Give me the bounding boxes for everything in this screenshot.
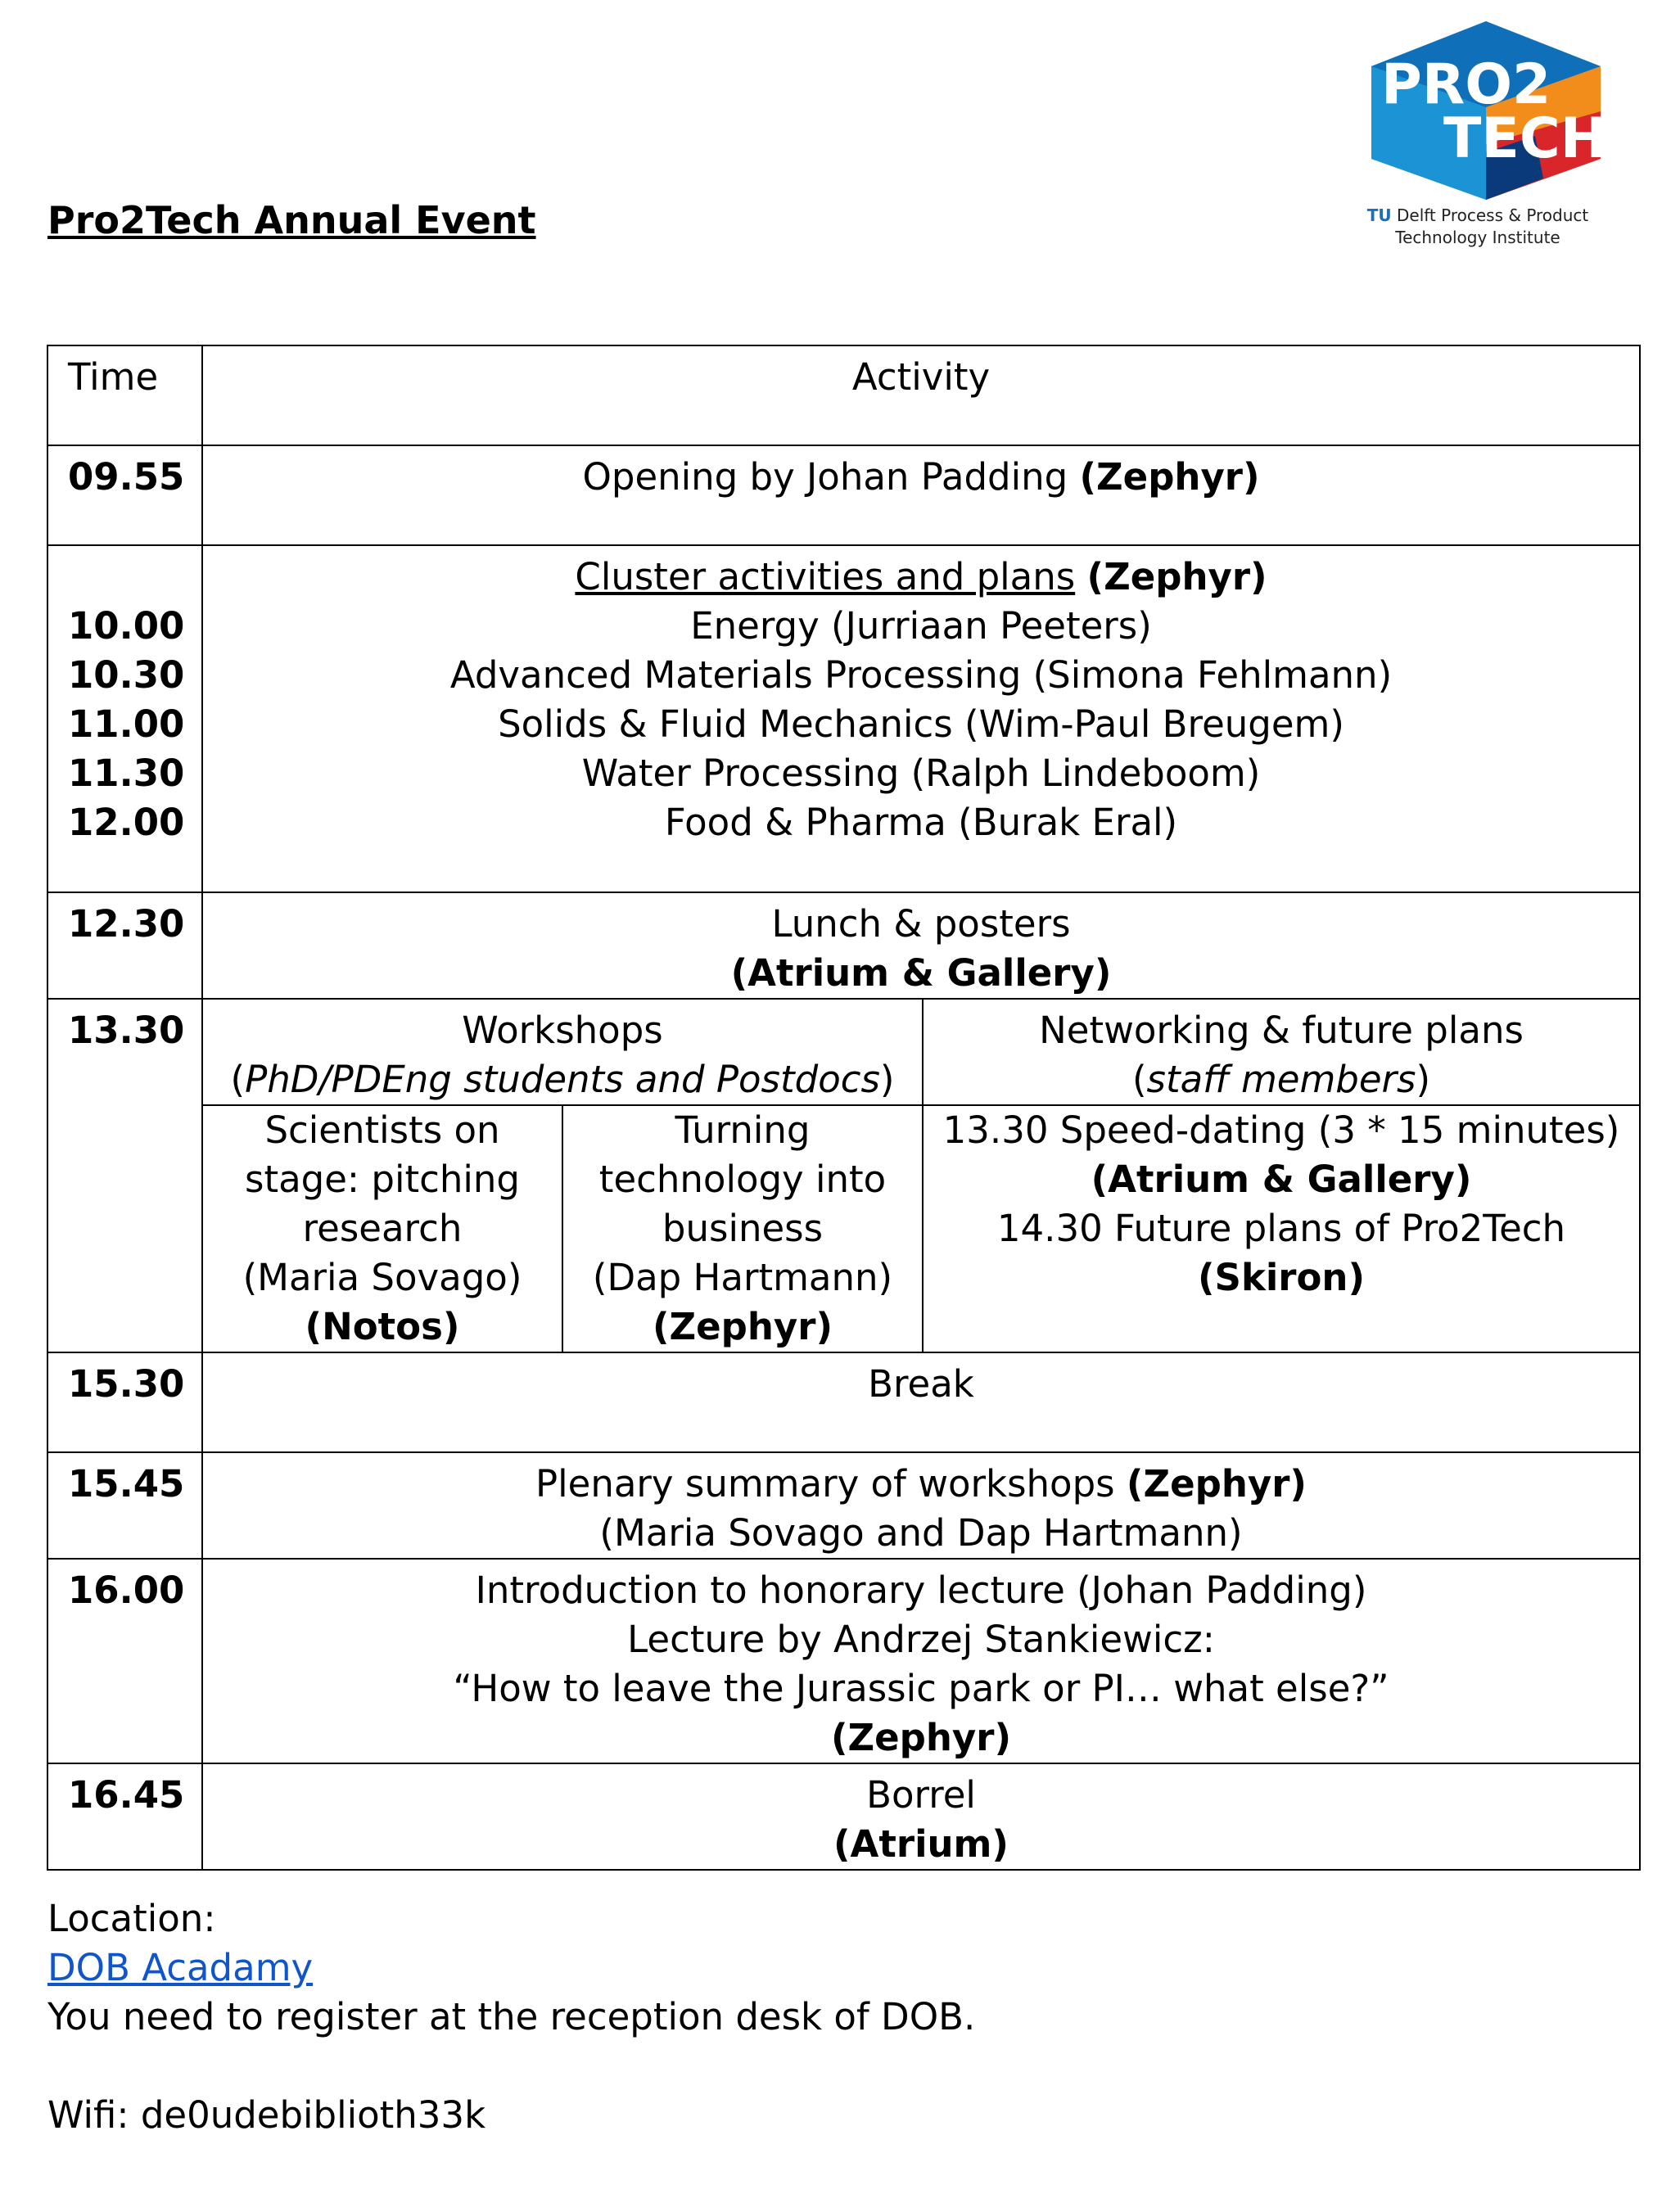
room-label: (Atrium) (833, 1822, 1009, 1866)
cluster-item: Water Processing (Ralph Lindeboom) (581, 752, 1261, 795)
table-row (47, 1105, 1640, 1352)
workshop-a-line: research (302, 1207, 463, 1250)
table-row (47, 1763, 1640, 1870)
workshops-header-cell (202, 999, 923, 1105)
networking-header-cell (923, 999, 1640, 1105)
activity-cell (202, 545, 1640, 892)
location-link[interactable]: DOB Acadamy (47, 1946, 314, 1989)
page-title: Pro2Tech Annual Event (47, 198, 536, 242)
table-row (47, 1559, 1640, 1763)
activity-cell: Break (202, 1352, 1640, 1452)
cluster-item: Advanced Materials Processing (Simona Fehlmann) (449, 653, 1393, 697)
footer-info (47, 1894, 975, 2140)
workshop-b-line: technology into (598, 1158, 887, 1201)
time-value: 11.00 (68, 702, 185, 746)
activity-text: Opening by Johan Padding (582, 455, 1068, 499)
logo-text-tech: TECH (1443, 106, 1607, 171)
networking-title: Networking & future plans (1039, 1009, 1524, 1052)
time-value: 10.00 (68, 604, 185, 648)
activity-text: Lunch & posters (771, 902, 1071, 946)
workshop-a-cell (202, 1105, 562, 1352)
paren-open: ( (230, 1058, 246, 1101)
room-label: (Zephyr) (1079, 455, 1260, 499)
time-cell: 12.30 (47, 892, 202, 999)
table-header-row (47, 345, 1640, 445)
networking-cell (923, 1105, 1640, 1352)
activity-cell (202, 1763, 1640, 1870)
header-time: Time (47, 345, 202, 445)
workshop-a-line: Scientists on (264, 1108, 500, 1152)
room-label: (Atrium & Gallery) (1091, 1158, 1472, 1201)
register-note: You need to register at the reception desk of DOB. (47, 1995, 976, 2038)
table-row (47, 545, 1640, 892)
room-label: (Zephyr) (1086, 555, 1267, 598)
workshop-b-speaker: (Dap Hartmann) (592, 1256, 893, 1299)
table-row (47, 1452, 1640, 1559)
activity-text: (Maria Sovago and Dap Hartmann) (599, 1511, 1243, 1555)
time-cell: 13.30 (47, 999, 202, 1352)
pro2tech-logo (1363, 21, 1609, 201)
workshop-a-speaker: (Maria Sovago) (242, 1256, 522, 1299)
time-cell: 09.55 (47, 445, 202, 545)
networking-line: 14.30 Future plans of Pro2Tech (996, 1207, 1566, 1250)
time-value: 10.30 (68, 653, 185, 697)
cluster-item: Solids & Fluid Mechanics (Wim-Paul Breugem) (498, 702, 1344, 746)
activity-text: Borrel (866, 1773, 976, 1817)
room-label: (Atrium & Gallery) (730, 951, 1112, 995)
wifi-info: Wifi: de0udebiblioth33k (47, 2093, 486, 2137)
time-cell: 15.30 (47, 1352, 202, 1452)
room-label: (Zephyr) (830, 1716, 1012, 1759)
cluster-item: Food & Pharma (Burak Eral) (664, 801, 1178, 844)
workshops-audience: PhD/PDEng students and Postdocs (245, 1058, 880, 1101)
logo-text-pro2: PRO2 (1381, 52, 1551, 117)
room-label: (Zephyr) (1126, 1462, 1307, 1506)
room-label: (Notos) (305, 1305, 460, 1348)
logo-subtitle-line1: Delft Process & Product (1396, 205, 1589, 225)
location-label: Location: (47, 1897, 216, 1940)
activity-cell (202, 445, 1640, 545)
workshop-b-line: Turning (675, 1108, 811, 1152)
logo-subtitle (1343, 205, 1613, 249)
activity-text: Plenary summary of workshops (535, 1462, 1115, 1506)
activity-cell (202, 892, 1640, 999)
logo-subtitle-line2: Technology Institute (1395, 228, 1560, 247)
room-label: (Skiron) (1197, 1256, 1366, 1299)
header-activity: Activity (202, 345, 1640, 445)
activity-cell (202, 1559, 1640, 1763)
room-label: (Zephyr) (652, 1305, 833, 1348)
schedule-table (47, 345, 1641, 1871)
activity-text: Introduction to honorary lecture (Johan Padding) (475, 1569, 1367, 1612)
workshop-a-line: stage: pitching (245, 1158, 520, 1201)
table-row (47, 892, 1640, 999)
time-cell: 15.45 (47, 1452, 202, 1559)
cluster-heading: Cluster activities and plans (575, 555, 1076, 598)
table-row (47, 1352, 1640, 1452)
paren-close: ) (879, 1058, 895, 1101)
networking-line: 13.30 Speed-dating (3 * 15 minutes) (942, 1108, 1620, 1152)
tu-mark: TU (1366, 205, 1392, 225)
table-row (47, 445, 1640, 545)
table-row (47, 999, 1640, 1105)
time-value: 11.30 (68, 752, 185, 795)
time-cell (47, 545, 202, 892)
time-cell: 16.45 (47, 1763, 202, 1870)
pro2tech-logo-graphic (1363, 21, 1609, 201)
workshops-title: Workshops (462, 1009, 663, 1052)
paren-open: ( (1131, 1058, 1147, 1101)
time-value: 12.00 (68, 801, 185, 844)
cluster-item: Energy (Jurriaan Peeters) (690, 604, 1152, 648)
lecture-title: “How to leave the Jurassic park or PI… what else?” (453, 1667, 1389, 1710)
time-cell: 16.00 (47, 1559, 202, 1763)
workshop-b-cell (562, 1105, 923, 1352)
activity-text: Lecture by Andrzej Stankiewicz: (627, 1618, 1215, 1661)
workshop-b-line: business (662, 1207, 824, 1250)
networking-audience: staff members (1146, 1058, 1416, 1101)
paren-close: ) (1416, 1058, 1431, 1101)
activity-cell (202, 1452, 1640, 1559)
